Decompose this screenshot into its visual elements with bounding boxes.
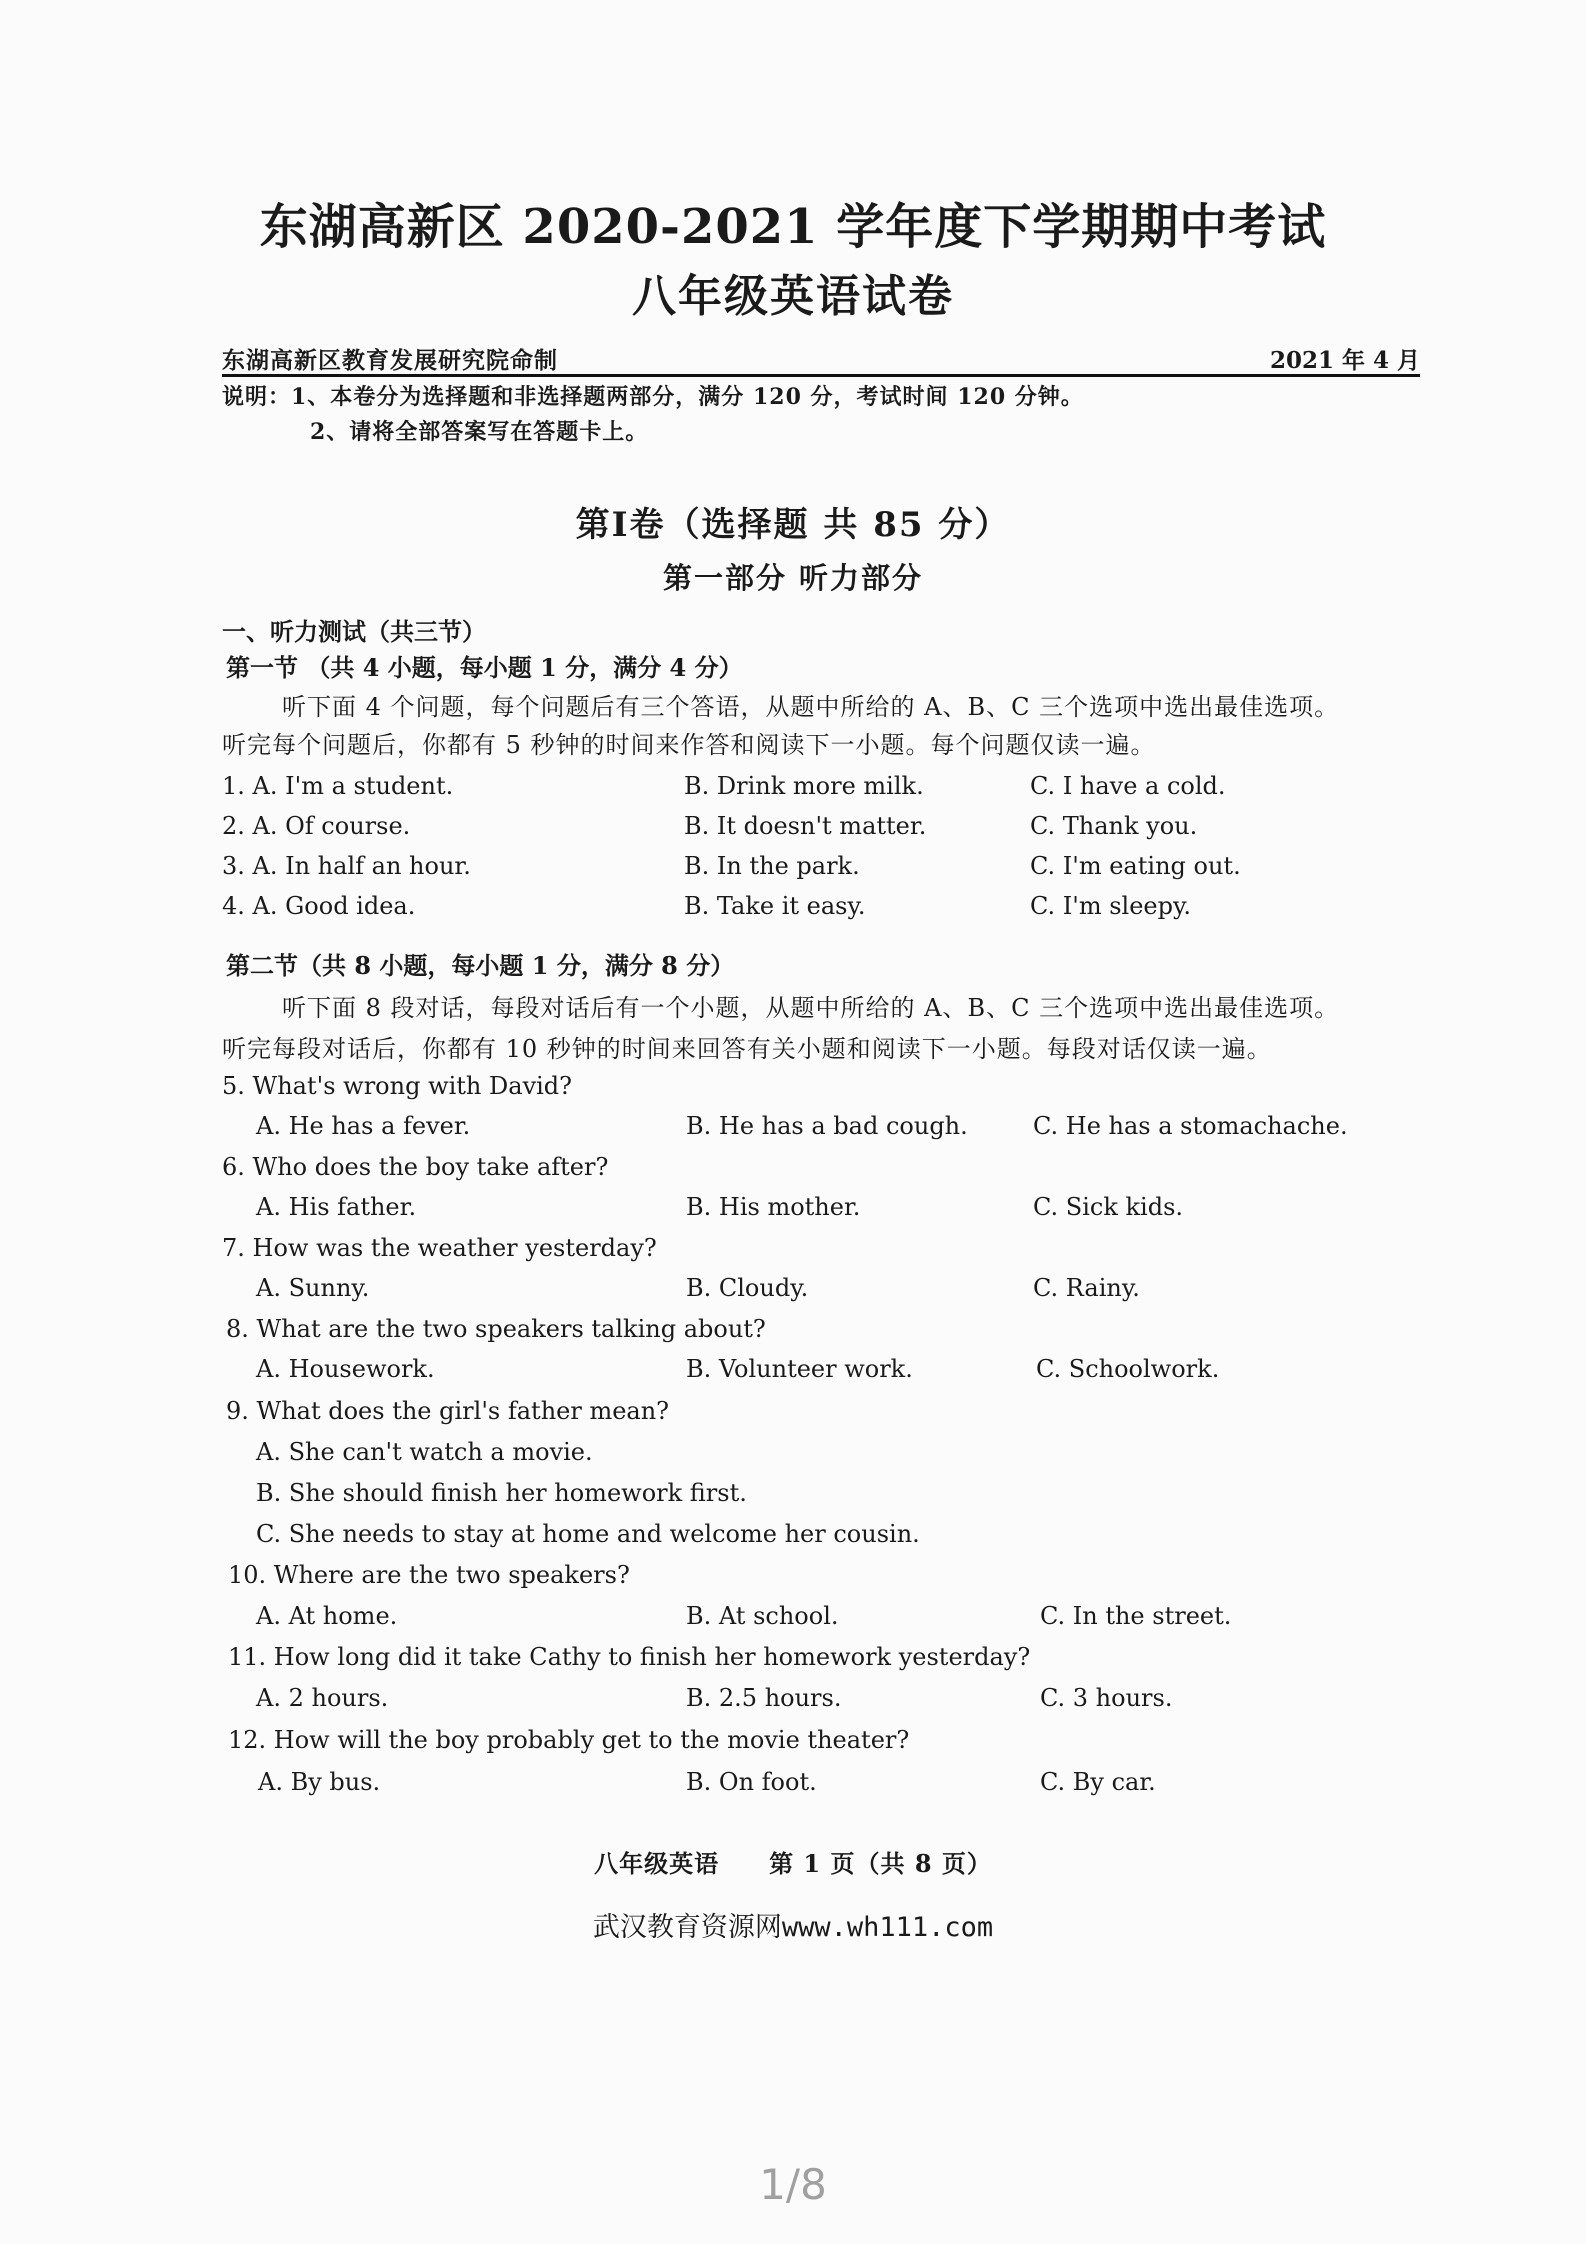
option-c: C. I'm eating out. [1030,852,1241,880]
issuer: 东湖高新区教育发展研究院命制 [222,347,558,374]
volume-title: 第Ⅰ卷（选择题 共 85 分） [575,505,1011,545]
option-b: B. 2.5 hours. [686,1684,842,1712]
issue-date: 2021 年 4 月 [1269,347,1420,374]
option-c: C. I'm sleepy. [1030,892,1191,920]
option-a: 4. A. Good idea. [222,892,416,920]
section1-instruction: 听完每个问题后，你都有 5 秒钟的时间来作答和阅读下一小题。每个问题仅读一遍。 [222,731,1156,759]
option-c: C. He has a stomachache. [1033,1112,1348,1140]
footer-subject: 八年级英语 [594,1849,720,1878]
option-c: C. In the street. [1040,1602,1232,1630]
footer-page-number: 第 1 页（共 8 页） [769,1849,992,1878]
option-a: A. Sunny. [256,1274,370,1302]
option-b: B. Cloudy. [686,1274,809,1302]
page-indicator: 1/8 [759,2160,827,2209]
option-a: A. By bus. [258,1768,381,1796]
option-a: A. Housework. [256,1355,435,1383]
exam-subtitle: 八年级英语试卷 [632,271,954,322]
option-b: B. He has a bad cough. [686,1112,968,1140]
option-c: C. Sick kids. [1033,1193,1184,1221]
listening-title: 一、听力测试（共三节） [222,617,486,646]
question-text: 7. How was the weather yesterday? [222,1234,657,1262]
option-c: C. Thank you. [1030,812,1198,840]
question-text: 5. What's wrong with David? [222,1072,573,1100]
question-text: 11. How long did it take Cathy to finish her homework yesterday? [228,1643,1031,1671]
page-footer [0,1844,1586,1879]
option-a: A. 2 hours. [256,1684,389,1712]
option-a: A. At home. [256,1602,398,1630]
question-text: 10. Where are the two speakers? [228,1561,630,1589]
option-b: B. Drink more milk. [684,772,924,800]
section1-instruction: 听下面 4 个问题，每个问题后有三个答语，从题中所给的 A、B、C 三个选项中选出最佳选项。 [282,693,1340,721]
exam-title: 东湖高新区 2020-2021 学年度下学期期中考试 [259,199,1327,255]
option-c: C. I have a cold. [1030,772,1226,800]
option-c: C. Rainy. [1033,1274,1140,1302]
issuer-row [222,340,1420,377]
section2-heading: 第二节（共 8 小题，每小题 1 分，满分 8 分） [226,951,735,980]
question-text: 8. What are the two speakers talking about? [226,1315,766,1343]
website-watermark: 武汉教育资源网www.wh111.com [592,1912,994,1943]
option-c: C. 3 hours. [1040,1684,1173,1712]
option-b: B. She should finish her homework first. [256,1479,747,1507]
option-a: 2. A. Of course. [222,812,411,840]
option-a: A. His father. [256,1193,417,1221]
option-a: A. She can't watch a movie. [256,1438,593,1466]
option-c: C. She needs to stay at home and welcome her cousin. [256,1520,920,1548]
section2-instruction: 听下面 8 段对话，每段对话后有一个小题，从题中所给的 A、B、C 三个选项中选出最佳选项。 [282,994,1340,1022]
option-b: B. Volunteer work. [686,1355,913,1383]
option-a: 3. A. In half an hour. [222,852,471,880]
exam-note-2: 2、请将全部答案写在答题卡上。 [310,419,649,445]
section2-instruction: 听完每段对话后，你都有 10 秒钟的时间来回答有关小题和阅读下一小题。每段对话仅读一遍。 [222,1035,1272,1063]
option-b: B. His mother. [686,1193,861,1221]
option-b: B. At school. [686,1602,839,1630]
question-text: 12. How will the boy probably get to the movie theater? [228,1726,910,1754]
option-a: 1. A. I'm a student. [222,772,454,800]
option-b: B. On foot. [686,1768,817,1796]
option-b: B. Take it easy. [684,892,866,920]
option-b: B. In the park. [684,852,860,880]
part-title: 第一部分 听力部分 [662,561,924,595]
option-b: B. It doesn't matter. [684,812,927,840]
question-text: 6. Who does the boy take after? [222,1153,609,1181]
option-c: C. Schoolwork. [1036,1355,1220,1383]
option-a: A. He has a fever. [256,1112,471,1140]
option-c: C. By car. [1040,1768,1156,1796]
section1-heading: 第一节 （共 4 小题，每小题 1 分，满分 4 分） [226,653,743,682]
question-text: 9. What does the girl's father mean? [226,1397,670,1425]
exam-note-1: 说明：1、本卷分为选择题和非选择题两部分，满分 120 分，考试时间 120 分钟。 [222,384,1084,410]
